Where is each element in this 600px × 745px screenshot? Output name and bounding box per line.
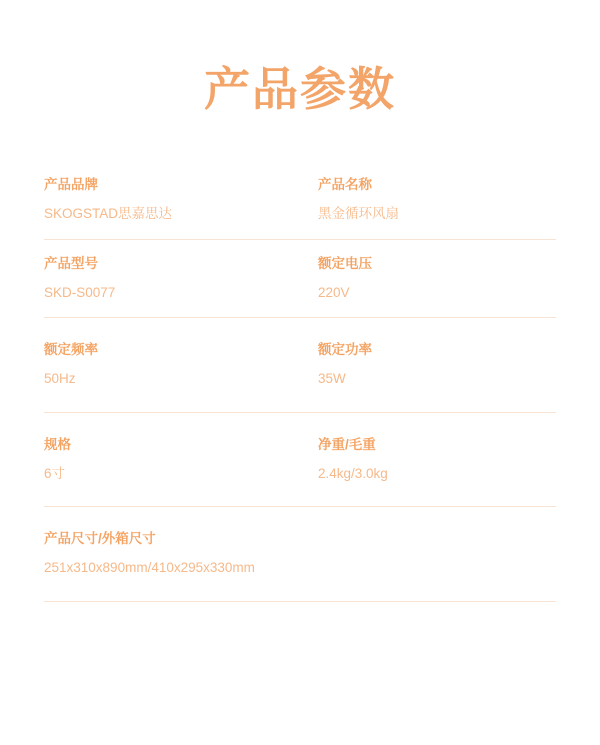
table-row: [44, 507, 556, 602]
spec-cell-frequency: [44, 340, 300, 390]
spec-cell-voltage: [300, 254, 556, 304]
spec-value: 50Hz: [44, 371, 76, 387]
spec-cell-product-name: [300, 175, 556, 225]
spec-label: 产品型号: [44, 255, 98, 271]
spec-value: 2.4kg/3.0kg: [318, 465, 388, 481]
spec-label: 产品尺寸/外箱尺寸: [44, 531, 156, 547]
spec-label: 额定频率: [44, 342, 98, 358]
spec-cell-dimensions: [44, 529, 556, 579]
spec-cell-size-spec: [44, 435, 300, 485]
product-spec-page: [0, 62, 600, 745]
table-row: [44, 318, 556, 413]
spec-label: 净重/毛重: [318, 436, 376, 452]
spec-label: 额定功率: [318, 342, 372, 358]
page-title: 产品参数: [204, 63, 396, 115]
spec-value: SKD-S0077: [44, 284, 116, 300]
table-row: [44, 413, 556, 508]
spec-label: 额定电压: [318, 255, 372, 271]
spec-value: 251x310x890mm/410x295x330mm: [44, 560, 255, 576]
spec-value: 220V: [318, 284, 350, 300]
spec-label: 产品名称: [318, 177, 372, 193]
table-row: [44, 240, 556, 319]
spec-cell-weight: [300, 435, 556, 485]
table-row: [44, 175, 556, 240]
spec-value: 6寸: [44, 465, 66, 481]
spec-label: 产品品牌: [44, 177, 98, 193]
spec-label: 规格: [44, 436, 71, 452]
spec-cell-model: [44, 254, 300, 304]
spec-value: SKOGSTAD思嘉思达: [44, 206, 173, 222]
spec-value: 35W: [318, 371, 346, 387]
spec-cell-power: [300, 340, 556, 390]
spec-table: [0, 175, 600, 602]
spec-value: 黑金循环风扇: [318, 206, 399, 222]
spec-cell-brand: [44, 175, 300, 225]
